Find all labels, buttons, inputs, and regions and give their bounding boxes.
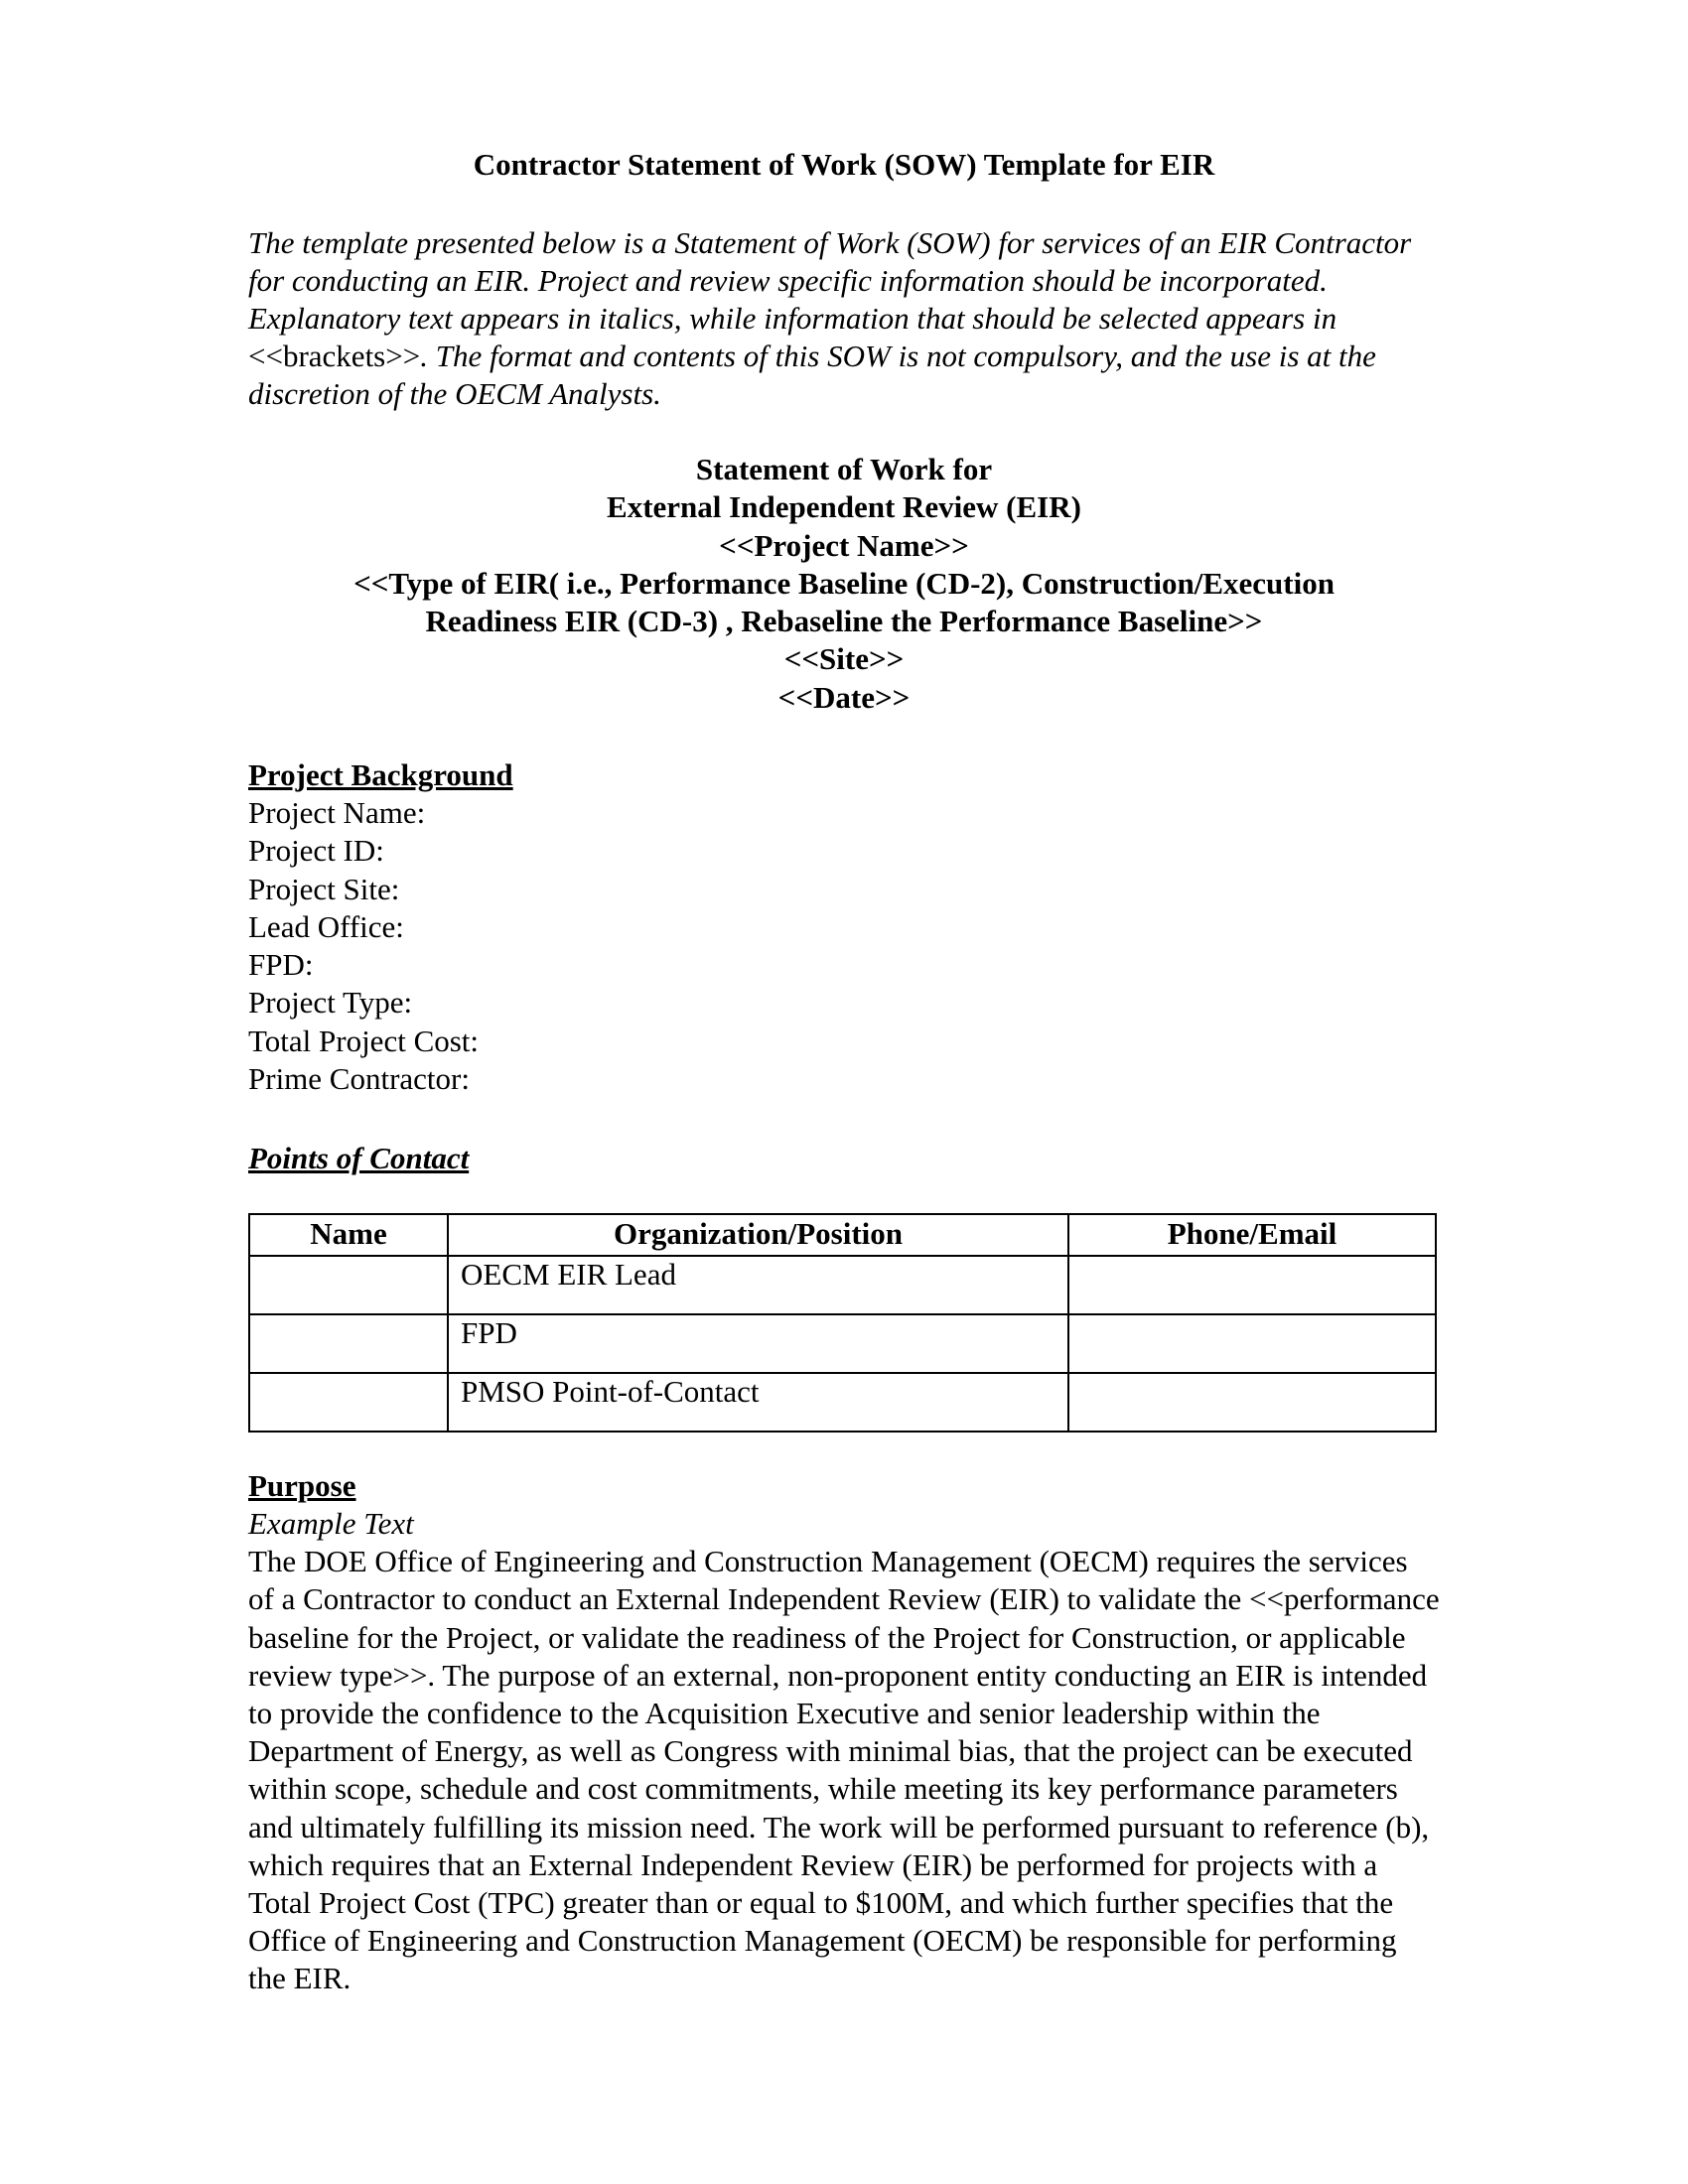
- points-of-contact-table: [248, 1213, 1437, 1433]
- table-row: [249, 1314, 1436, 1373]
- table-row: [249, 1256, 1436, 1314]
- points-of-contact-heading: Points of Contact: [248, 1141, 470, 1175]
- cell-organization: FPD: [448, 1314, 1068, 1373]
- intro-paragraph: [248, 224, 1440, 413]
- sow-heading-line: <<Date>>: [777, 679, 911, 715]
- sow-heading-line: <<Type of EIR( i.e., Performance Baseline (CD-2), Construction/Execution: [353, 565, 1335, 601]
- cell-name[interactable]: [249, 1256, 448, 1314]
- background-field: Prime Contractor:: [248, 1061, 470, 1097]
- column-header-phone-email: Phone/Email: [1068, 1214, 1436, 1256]
- purpose-section: [248, 1467, 1440, 1998]
- purpose-body: The DOE Office of Engineering and Construction Management (OECM) requires the services of a Contractor to conduct an External Independent Review (EIR) to validate the <<performance baseline for the Project, or validate the readiness of the Project for Construction, or applicable review type>>. The purpose of an external, non-proponent entity conducting an EIR is intended to provide the confidence to the Acquisition Executive and senior leadership within the Department of Energy, as well as Congress with minimal bias, that the project can be executed within scope, schedule and cost commitments, while meeting its key performance parameters and ultimately fulfilling its mission need. The work will be performed pursuant to reference (b), which requires that an External Independent Review (EIR) be performed for projects with a Total Project Cost (TPC) greater than or equal to $100M, and which further specifies that the Office of Engineering and Construction Management (OECM) be responsible for performing the EIR.: [248, 1544, 1440, 1996]
- background-field: Project Type:: [248, 985, 413, 1021]
- cell-name[interactable]: [249, 1314, 448, 1373]
- background-field: Lead Office:: [248, 908, 404, 944]
- project-background-heading: Project Background: [248, 757, 513, 792]
- intro-text-part2: . The format and contents of this SOW is not compulsory, and the use is at the discretion of the OECM Analysts.: [248, 339, 1376, 411]
- document-title: Contractor Statement of Work (SOW) Template for EIR: [473, 147, 1215, 182]
- table-header-row: [249, 1214, 1436, 1256]
- intro-text-part1: The template presented below is a Statement of Work (SOW) for services of an EIR Contractor for conducting an EIR. Project and review specific information should be incorporated. Explanatory text appears in italics, while information that should be selected appears in: [248, 225, 1412, 336]
- sow-heading: [0, 451, 1688, 717]
- background-field: Project Site:: [248, 871, 400, 906]
- intro-brackets: <<brackets>>: [248, 339, 421, 373]
- cell-phone-email[interactable]: [1068, 1314, 1436, 1373]
- cell-name[interactable]: [249, 1373, 448, 1432]
- background-field: FPD:: [248, 947, 314, 983]
- table-row: [249, 1373, 1436, 1432]
- sow-heading-line: <<Project Name>>: [719, 527, 969, 563]
- sow-heading-line: External Independent Review (EIR): [607, 489, 1081, 525]
- cell-phone-email[interactable]: [1068, 1256, 1436, 1314]
- project-background-section: [248, 756, 1440, 1098]
- cell-phone-email[interactable]: [1068, 1373, 1436, 1432]
- sow-heading-line: <<Site>>: [783, 641, 905, 677]
- background-field: Total Project Cost:: [248, 1023, 480, 1058]
- background-field: Project ID:: [248, 833, 384, 869]
- cell-organization: PMSO Point-of-Contact: [448, 1373, 1068, 1432]
- purpose-heading: Purpose: [248, 1468, 356, 1503]
- column-header-name: Name: [249, 1214, 448, 1256]
- column-header-organization: Organization/Position: [448, 1214, 1068, 1256]
- sow-heading-line: Readiness EIR (CD-3) , Rebaseline the Performance Baseline>>: [425, 604, 1263, 639]
- example-text-label: Example Text: [248, 1506, 414, 1541]
- sow-heading-line: Statement of Work for: [695, 452, 993, 486]
- cell-organization: OECM EIR Lead: [448, 1256, 1068, 1314]
- background-field: Project Name:: [248, 795, 426, 830]
